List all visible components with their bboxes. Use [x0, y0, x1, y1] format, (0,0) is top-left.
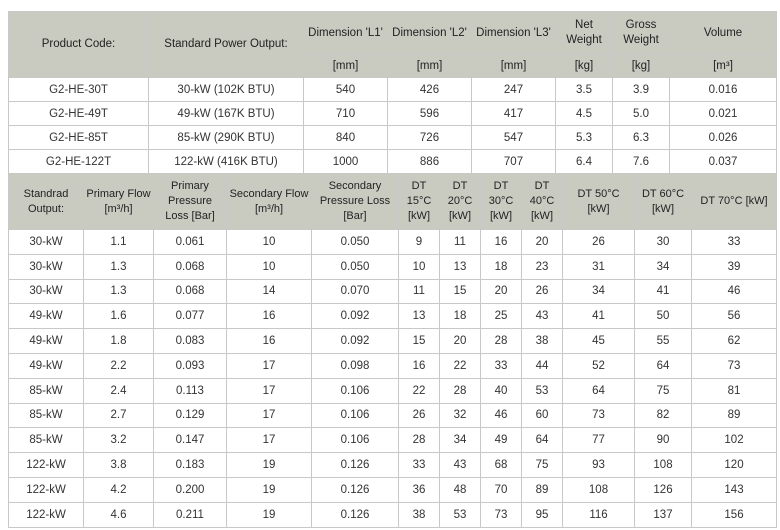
- table-cell: 64: [563, 378, 635, 403]
- table-cell: 50: [635, 304, 692, 329]
- table-cell: 33: [692, 230, 777, 255]
- table-cell: 85-kW: [9, 378, 84, 403]
- table-cell: 48: [440, 477, 481, 502]
- table-cell: 1.3: [84, 279, 154, 304]
- table-cell: 77: [563, 428, 635, 453]
- table-cell: 34: [635, 254, 692, 279]
- table-cell: 18: [481, 254, 522, 279]
- table-cell: 52: [563, 353, 635, 378]
- table-cell: 49-kW: [9, 353, 84, 378]
- header-dimension-l1: Dimension 'L1': [304, 12, 388, 55]
- table-cell: 26: [563, 230, 635, 255]
- table-cell: 56: [692, 304, 777, 329]
- performance-header-cell: DT 50°C [kW]: [563, 174, 635, 230]
- table-cell: 30-kW: [9, 279, 84, 304]
- table-cell: 122-kW: [9, 477, 84, 502]
- table-cell: 0.077: [154, 304, 227, 329]
- unit-l3: [mm]: [472, 55, 556, 78]
- table-cell: 38: [522, 329, 563, 354]
- table-cell: 886: [388, 150, 472, 174]
- header-dimension-l2: Dimension 'L2': [388, 12, 472, 55]
- table-cell: G2-HE-30T: [9, 78, 149, 102]
- table-cell: 34: [440, 428, 481, 453]
- performance-header-cell: DT 60°C [kW]: [635, 174, 692, 230]
- table-cell: 0.021: [670, 102, 777, 126]
- table-cell: 6.4: [556, 150, 613, 174]
- table-cell: 89: [522, 477, 563, 502]
- table-cell: 34: [563, 279, 635, 304]
- table-cell: 0.061: [154, 230, 227, 255]
- performance-header-cell: DT 20°C [kW]: [440, 174, 481, 230]
- table-cell: 0.068: [154, 279, 227, 304]
- table-cell: 0.129: [154, 403, 227, 428]
- table-cell: 75: [635, 378, 692, 403]
- performance-header-cell: Standrad Output:: [9, 174, 84, 230]
- table-cell: 30-kW (102K BTU): [149, 78, 304, 102]
- unit-l2: [mm]: [388, 55, 472, 78]
- table-cell: 49: [481, 428, 522, 453]
- table-cell: 16: [227, 329, 312, 354]
- table-cell: 1.6: [84, 304, 154, 329]
- table-cell: 64: [635, 353, 692, 378]
- header-dimension-l3: Dimension 'L3': [472, 12, 556, 55]
- table-cell: 46: [481, 403, 522, 428]
- table-cell: 0.083: [154, 329, 227, 354]
- table-row: [9, 230, 777, 255]
- table-cell: 73: [481, 502, 522, 527]
- header-standard-power-output: Standard Power Output:: [149, 12, 304, 78]
- table-cell: 0.092: [312, 329, 399, 354]
- table-cell: 0.126: [312, 477, 399, 502]
- table-cell: 81: [692, 378, 777, 403]
- table-cell: 19: [227, 502, 312, 527]
- table-cell: 18: [440, 304, 481, 329]
- performance-header-row: [9, 174, 777, 230]
- table-cell: 85-kW (290K BTU): [149, 126, 304, 150]
- table-cell: 28: [440, 378, 481, 403]
- performance-header-cell: DT 30°C [kW]: [481, 174, 522, 230]
- table-cell: 75: [522, 453, 563, 478]
- table-cell: G2-HE-122T: [9, 150, 149, 174]
- table-cell: 143: [692, 477, 777, 502]
- header-net-weight: Net Weight: [556, 12, 613, 55]
- table-cell: 2.7: [84, 403, 154, 428]
- table-row: [9, 329, 777, 354]
- table-cell: 43: [522, 304, 563, 329]
- table-cell: 95: [522, 502, 563, 527]
- table-cell: 16: [399, 353, 440, 378]
- table-cell: 85-kW: [9, 428, 84, 453]
- table-cell: 726: [388, 126, 472, 150]
- performance-header-cell: DT 15°C [kW]: [399, 174, 440, 230]
- performance-table: [8, 173, 777, 528]
- performance-header-cell: Secondary Flow [m³/h]: [227, 174, 312, 230]
- table-cell: 73: [563, 403, 635, 428]
- dimensions-table: [8, 11, 777, 174]
- table-cell: 17: [227, 428, 312, 453]
- table-cell: 17: [227, 403, 312, 428]
- table-cell: 0.070: [312, 279, 399, 304]
- table-cell: 2.4: [84, 378, 154, 403]
- table-cell: G2-HE-49T: [9, 102, 149, 126]
- table-cell: 120: [692, 453, 777, 478]
- table-cell: 0.106: [312, 378, 399, 403]
- performance-header-cell: DT 40°C [kW]: [522, 174, 563, 230]
- table-cell: 1.3: [84, 254, 154, 279]
- table-cell: 0.113: [154, 378, 227, 403]
- table-cell: 19: [227, 453, 312, 478]
- table-cell: 25: [481, 304, 522, 329]
- table-cell: 0.026: [670, 126, 777, 150]
- table-row: [9, 453, 777, 478]
- table-cell: 16: [481, 230, 522, 255]
- table-cell: 30: [635, 230, 692, 255]
- table-cell: 68: [481, 453, 522, 478]
- table-cell: 60: [522, 403, 563, 428]
- table-cell: 39: [692, 254, 777, 279]
- table-cell: 23: [522, 254, 563, 279]
- table-cell: 0.050: [312, 230, 399, 255]
- table-cell: 0.098: [312, 353, 399, 378]
- table-cell: 126: [635, 477, 692, 502]
- table-cell: 13: [440, 254, 481, 279]
- table-cell: 0.126: [312, 453, 399, 478]
- table-cell: 33: [481, 353, 522, 378]
- table-cell: 156: [692, 502, 777, 527]
- unit-gross-weight: [kg]: [613, 55, 670, 78]
- table-cell: 31: [563, 254, 635, 279]
- table-cell: 16: [227, 304, 312, 329]
- table-cell: 710: [304, 102, 388, 126]
- table-cell: 14: [227, 279, 312, 304]
- table-cell: 3.8: [84, 453, 154, 478]
- table-cell: 49-kW (167K BTU): [149, 102, 304, 126]
- table-cell: 17: [227, 353, 312, 378]
- table-cell: 53: [440, 502, 481, 527]
- table-cell: 43: [440, 453, 481, 478]
- table-cell: 90: [635, 428, 692, 453]
- table-cell: 62: [692, 329, 777, 354]
- table-cell: 0.068: [154, 254, 227, 279]
- table-cell: 15: [399, 329, 440, 354]
- table-cell: 122-kW: [9, 502, 84, 527]
- table-cell: 707: [472, 150, 556, 174]
- table-row: [9, 502, 777, 527]
- table-cell: 82: [635, 403, 692, 428]
- table-row: [9, 428, 777, 453]
- table-cell: 26: [399, 403, 440, 428]
- header-volume: Volume: [670, 12, 777, 55]
- table-cell: 30-kW: [9, 254, 84, 279]
- table-cell: 116: [563, 502, 635, 527]
- table-cell: 0.016: [670, 78, 777, 102]
- table-cell: 38: [399, 502, 440, 527]
- table-cell: 0.106: [312, 428, 399, 453]
- performance-header-cell: Secondary Pressure Loss [Bar]: [312, 174, 399, 230]
- table-cell: 547: [472, 126, 556, 150]
- table-cell: 36: [399, 477, 440, 502]
- table-cell: 7.6: [613, 150, 670, 174]
- table-cell: 4.5: [556, 102, 613, 126]
- table-cell: 426: [388, 78, 472, 102]
- table-cell: 247: [472, 78, 556, 102]
- table-cell: 108: [563, 477, 635, 502]
- table-cell: 0.183: [154, 453, 227, 478]
- table-cell: 28: [481, 329, 522, 354]
- table-cell: 0.037: [670, 150, 777, 174]
- table-row: [9, 102, 777, 126]
- table-cell: 19: [227, 477, 312, 502]
- table-row: [9, 403, 777, 428]
- table-cell: 9: [399, 230, 440, 255]
- table-cell: 0.147: [154, 428, 227, 453]
- table-cell: 20: [522, 230, 563, 255]
- table-cell: 596: [388, 102, 472, 126]
- performance-header-cell: DT 70°C [kW]: [692, 174, 777, 230]
- table-cell: 5.0: [613, 102, 670, 126]
- table-row: [9, 378, 777, 403]
- performance-header-cell: Primary Flow [m³/h]: [84, 174, 154, 230]
- table-row: [9, 353, 777, 378]
- table-cell: 85-kW: [9, 403, 84, 428]
- table-cell: 10: [399, 254, 440, 279]
- table-cell: 55: [635, 329, 692, 354]
- unit-l1: [mm]: [304, 55, 388, 78]
- table-cell: 33: [399, 453, 440, 478]
- header-product-code: Product Code:: [9, 12, 149, 78]
- table-cell: 108: [635, 453, 692, 478]
- table-cell: 70: [481, 477, 522, 502]
- table-cell: 122-kW: [9, 453, 84, 478]
- table-cell: 0.126: [312, 502, 399, 527]
- table-cell: 540: [304, 78, 388, 102]
- table-cell: 30-kW: [9, 230, 84, 255]
- performance-table-body: [9, 230, 777, 528]
- table-cell: 10: [227, 254, 312, 279]
- table-cell: 2.2: [84, 353, 154, 378]
- table-cell: 5.3: [556, 126, 613, 150]
- table-cell: 49-kW: [9, 329, 84, 354]
- table-cell: 840: [304, 126, 388, 150]
- table-cell: 3.5: [556, 78, 613, 102]
- table-cell: 0.093: [154, 353, 227, 378]
- table-cell: 13: [399, 304, 440, 329]
- unit-net-weight: [kg]: [556, 55, 613, 78]
- table-cell: 137: [635, 502, 692, 527]
- table-cell: 15: [440, 279, 481, 304]
- table-row: [9, 150, 777, 174]
- table-cell: 41: [563, 304, 635, 329]
- table-cell: 0.092: [312, 304, 399, 329]
- table-cell: 102: [692, 428, 777, 453]
- table-row: [9, 279, 777, 304]
- table-cell: 417: [472, 102, 556, 126]
- table-cell: 1000: [304, 150, 388, 174]
- table-cell: 1.8: [84, 329, 154, 354]
- table-cell: 122-kW (416K BTU): [149, 150, 304, 174]
- table-cell: 0.106: [312, 403, 399, 428]
- table-row: [9, 304, 777, 329]
- dimensions-table-body: [9, 78, 777, 174]
- table-cell: 11: [399, 279, 440, 304]
- performance-header-cell: Primary Pressure Loss [Bar]: [154, 174, 227, 230]
- table-cell: 3.9: [613, 78, 670, 102]
- table-row: [9, 126, 777, 150]
- table-cell: 89: [692, 403, 777, 428]
- table-cell: G2-HE-85T: [9, 126, 149, 150]
- table-cell: 28: [399, 428, 440, 453]
- table-cell: 40: [481, 378, 522, 403]
- table-cell: 44: [522, 353, 563, 378]
- table-cell: 53: [522, 378, 563, 403]
- table-cell: 22: [399, 378, 440, 403]
- table-cell: 46: [692, 279, 777, 304]
- table-row: [9, 254, 777, 279]
- table-cell: 0.200: [154, 477, 227, 502]
- table-cell: 93: [563, 453, 635, 478]
- table-cell: 41: [635, 279, 692, 304]
- header-gross-weight: Gross Weight: [613, 12, 670, 55]
- table-cell: 6.3: [613, 126, 670, 150]
- table-row: [9, 78, 777, 102]
- table-cell: 10: [227, 230, 312, 255]
- table-cell: 45: [563, 329, 635, 354]
- table-cell: 3.2: [84, 428, 154, 453]
- table-cell: 32: [440, 403, 481, 428]
- table-cell: 17: [227, 378, 312, 403]
- table-cell: 26: [522, 279, 563, 304]
- unit-volume: [m³]: [670, 55, 777, 78]
- table-cell: 0.211: [154, 502, 227, 527]
- table-cell: 4.2: [84, 477, 154, 502]
- table-cell: 0.050: [312, 254, 399, 279]
- table-cell: 11: [440, 230, 481, 255]
- table-cell: 1.1: [84, 230, 154, 255]
- table-cell: 20: [440, 329, 481, 354]
- table-cell: 22: [440, 353, 481, 378]
- table-cell: 73: [692, 353, 777, 378]
- table-row: [9, 477, 777, 502]
- table-cell: 20: [481, 279, 522, 304]
- table-cell: 4.6: [84, 502, 154, 527]
- table-cell: 64: [522, 428, 563, 453]
- table-cell: 49-kW: [9, 304, 84, 329]
